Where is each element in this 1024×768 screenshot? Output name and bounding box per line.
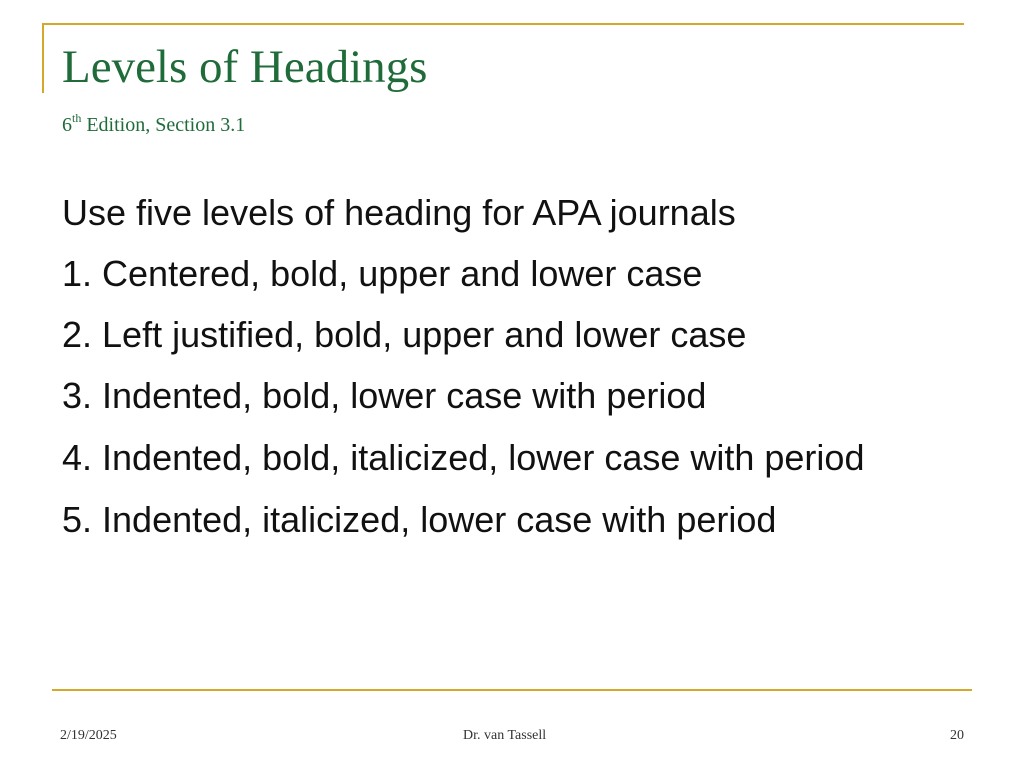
body-intro-line: Use five levels of heading for APA journals (62, 192, 736, 233)
heading-level-2-item: 2. Left justified, bold, upper and lower case (62, 314, 747, 355)
slide-body (62, 190, 942, 558)
footer-page-number: 20 (950, 728, 964, 743)
subtitle-edition-number: 6 (62, 114, 72, 136)
heading-level-4-item: 4. Indented, bold, italicized, lower case with period (62, 437, 865, 478)
slide-subtitle (62, 113, 245, 137)
heading-level-3-item: 3. Indented, bold, lower case with period (62, 375, 707, 416)
footer-date: 2/19/2025 (60, 728, 117, 743)
heading-level-1-item: 1. Centered, bold, upper and lower case (62, 253, 703, 294)
heading-level-5-item: 5. Indented, italicized, lower case with period (62, 499, 777, 540)
slide-title: Levels of Headings (62, 41, 428, 93)
bottom-rule-divider (52, 689, 972, 691)
top-rule-divider (42, 23, 964, 25)
subtitle-rest: Edition, Section 3.1 (81, 114, 246, 136)
left-rule-divider (42, 23, 44, 93)
subtitle-edition-suffix: th (72, 111, 82, 126)
footer-author: Dr. van Tassell (463, 728, 547, 743)
